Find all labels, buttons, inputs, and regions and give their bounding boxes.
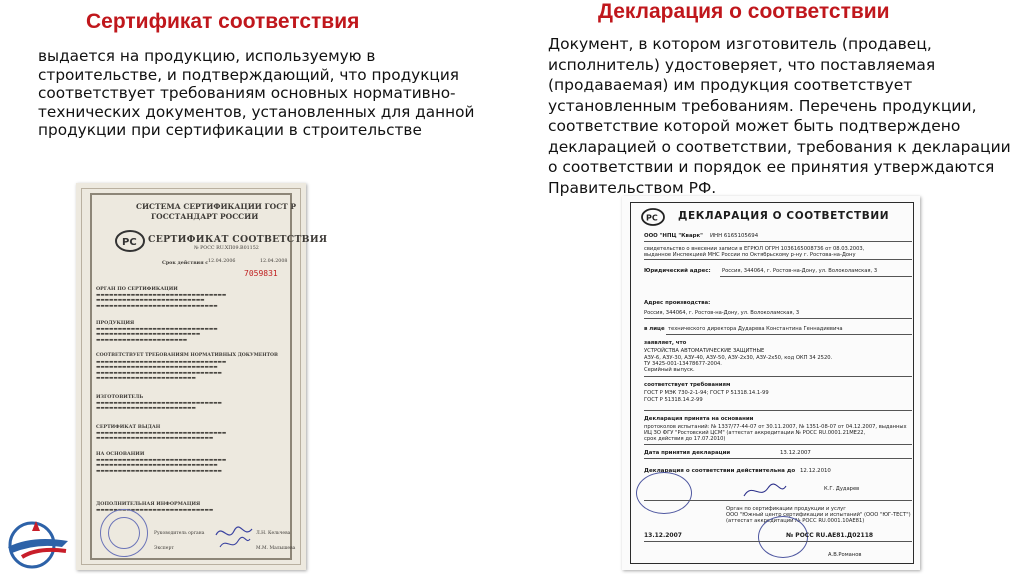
declaration-rule: [644, 410, 912, 411]
certificate-section-standards: СООТВЕТСТВУЕТ ТРЕБОВАНИЯМ НОРМАТИВНЫХ ДОКУМЕНТОВ: [96, 353, 278, 358]
declaration-filler-1: свидетельство о внесении записи в ЕГРЮЛ ОГРН 1036165008736 от 08.03.2003, выданное Инспекцией МНС России по Октябрьскому р-ну г. Ростова-на-Дону: [644, 246, 865, 258]
certificate-section-body: ОРГАН ПО СЕРТИФИКАЦИИ: [96, 286, 178, 292]
declaration-company: ООО "НПЦ "Кварк": [644, 233, 703, 239]
pct-logo-icon: [114, 229, 146, 253]
certificate-filler-5: ▬▬▬▬▬▬▬▬▬▬▬▬▬▬▬▬▬▬▬▬▬▬▬▬▬▬▬▬▬▬ ▬▬▬▬▬▬▬▬▬▬▬▬▬▬▬▬▬▬▬▬▬▬▬▬▬▬▬: [96, 431, 227, 442]
certificate-sign-label: Руководитель органа: [154, 531, 205, 536]
certificate-signer-1: Л.Н. Кельчева: [256, 531, 291, 536]
certificate-stamp-inner: [108, 517, 140, 549]
declaration-rule: [644, 241, 912, 242]
certificate-expert-label: Эксперт: [154, 546, 174, 551]
svg-text:PC: PC: [122, 237, 137, 248]
declaration-filler-3: ГОСТ Р 51318.14.2-99: [644, 397, 703, 403]
declaration-accept-date-label: Дата принятия декларации: [644, 450, 731, 456]
certificate-date-from: 12.04.2006: [208, 259, 236, 264]
certificate-number: № РОСС RU.ХП09.В01152: [194, 246, 259, 251]
declaration-signer: К.Г. Дударев: [824, 486, 860, 492]
declaration-reg-number: № РОСС RU.АЕ81.Д02118: [786, 532, 874, 539]
declaration-requirements-label: соответствует требованиям: [644, 382, 731, 388]
declaration-address-label: Адрес производства:: [644, 300, 711, 306]
declaration-rule: [720, 276, 912, 277]
declaration-valid-date: 12.12.2010: [800, 468, 831, 474]
declaration-valid-label: Декларация о соответствии действительна до: [644, 468, 796, 474]
declaration-person: технического директора Дударева Константина Геннадиевича: [668, 326, 843, 332]
declaration-rule: [644, 444, 912, 445]
certificate-signer-2: М.М. Малышева: [256, 546, 296, 551]
certificate-section-product: ПРОДУКЦИЯ: [96, 320, 135, 326]
certificate-filler-6: ▬▬▬▬▬▬▬▬▬▬▬▬▬▬▬▬▬▬▬▬▬▬▬▬▬▬▬▬▬▬ ▬▬▬▬▬▬▬▬▬▬▬▬▬▬▬▬▬▬▬▬▬▬▬▬▬▬▬▬ ▬▬▬▬▬▬▬▬▬▬▬▬▬▬▬▬▬▬▬▬▬▬▬▬▬▬▬▬▬: [96, 458, 227, 474]
declaration-rule: [644, 318, 912, 319]
certificate-title: Сертификат соответствия: [86, 10, 360, 33]
declaration-description: Документ, в котором изготовитель (продавец, исполнитель) удостоверяет, что поставляемая (продаваемая) им продукция соответствует установленным требованиям. Перечень продукции, соответствие которой может быть подтверждено декларацией о соответствии, требования к декларации о соответствии и порядок ее принятия утверждаются Правительством РФ.: [548, 35, 1011, 197]
certificate-validity-label: Срок действия с: [162, 260, 209, 266]
declaration-rule: [644, 259, 912, 260]
declaration-legal-address-label: Юридический адрес:: [644, 268, 711, 274]
declaration-title: Декларация о соответствии: [598, 0, 890, 23]
certificate-system-line1: СИСТЕМА СЕРТИФИКАЦИИ ГОСТ Р: [136, 202, 297, 211]
declaration-address: Россия, 344064, г. Ростов-на-Дону, ул. Волоколамская, 3: [644, 310, 800, 316]
declaration-heading: ДЕКЛАРАЦИЯ О СООТВЕТСТВИИ: [678, 210, 890, 222]
certificate-filler-3: ▬▬▬▬▬▬▬▬▬▬▬▬▬▬▬▬▬▬▬▬▬▬▬▬▬▬▬▬▬▬ ▬▬▬▬▬▬▬▬▬▬▬▬▬▬▬▬▬▬▬▬▬▬▬▬▬▬▬▬ ▬▬▬▬▬▬▬▬▬▬▬▬▬▬▬▬▬▬▬▬▬▬▬▬▬▬▬▬▬ ▬▬▬▬▬▬▬▬▬▬▬▬▬▬▬▬▬▬▬▬▬▬▬: [96, 360, 227, 382]
certificate-section-manufacturer: ИЗГОТОВИТЕЛЬ: [96, 394, 144, 400]
certificate-section-issued: СЕРТИФИКАТ ВЫДАН: [96, 424, 161, 430]
declaration-legal-address: Россия, 344064, г. Ростов-на-Дону, ул. Волоколамская, 3: [722, 268, 878, 274]
certificate-section-additional: ДОПОЛНИТЕЛЬНАЯ ИНФОРМАЦИЯ: [96, 501, 201, 507]
certificate-image: [76, 183, 328, 570]
certificate-filler-2: ▬▬▬▬▬▬▬▬▬▬▬▬▬▬▬▬▬▬▬▬▬▬▬▬▬▬▬▬ ▬▬▬▬▬▬▬▬▬▬▬▬▬▬▬▬▬▬▬▬▬▬▬▬ ▬▬▬▬▬▬▬▬▬▬▬▬▬▬▬▬▬▬▬▬▬: [96, 327, 218, 343]
certificate-filler-4: ▬▬▬▬▬▬▬▬▬▬▬▬▬▬▬▬▬▬▬▬▬▬▬▬▬▬▬▬▬ ▬▬▬▬▬▬▬▬▬▬▬▬▬▬▬▬▬▬▬▬▬▬▬: [96, 401, 222, 412]
declaration-reg-date: 13.12.2007: [644, 532, 682, 539]
declaration-inn: ИНН 6165105694: [710, 233, 759, 239]
declaration-rule: [644, 500, 912, 501]
certificate-serial: 7059831: [244, 269, 278, 278]
declaration-declares-label: заявляет, что: [644, 340, 687, 346]
certificate-system-line2: ГОССТАНДАРТ РОССИИ: [151, 212, 259, 221]
certificate-filler-7: ▬▬▬▬▬▬▬▬▬▬▬▬▬▬▬▬▬▬▬▬▬▬▬▬▬▬▬: [96, 508, 214, 513]
declaration-signature-icon: [742, 480, 788, 502]
certificate-date-to: 12.04.2008: [260, 259, 288, 264]
declaration-product: УСТРОЙСТВА АВТОМАТИЧЕСКИЕ ЗАЩИТНЫЕ: [644, 348, 765, 354]
declaration-accept-date: 13.12.2007: [780, 450, 811, 456]
certificate-heading: СЕРТИФИКАТ СООТВЕТСТВИЯ: [148, 234, 328, 245]
declaration-rule: [644, 458, 912, 459]
pct-logo-icon: [640, 207, 666, 227]
declaration-filler-5: Орган по сертификации продукции и услуг ООО "Южный центр сертификации и испытаний" (ООО "ЮГ-ТЕСТ") (аттестат аккредитации № РОСС RU.0001.10АЕ81): [726, 506, 911, 524]
certificate-signature-icon: [214, 521, 254, 551]
declaration-person-label: в лице: [644, 326, 665, 332]
declaration-rule: [644, 376, 912, 377]
declaration-stamp-left: [636, 472, 692, 514]
declaration-basis-label: Декларация принята на основании: [644, 416, 754, 422]
declaration-image: [622, 196, 920, 570]
declaration-filler-4: протоколов испытаний: № 1337/77-44-07 от 30.11.2007, № 1351-08-07 от 04.12.2007, выданных ИЦ ЗО ФГУ "Ростовский ЦСМ" (аттестат аккредитации № РОСС RU.0001.21МЕ22, срок действия до 17.07.2010): [644, 424, 907, 442]
certificate-description: выдается на продукцию, используемую в строительстве, и подтверждающий, что продукция соответствует требованиям основных нормативно-технических документов, установленных для данной продукции при сертификации в строительстве: [38, 47, 475, 139]
declaration-standards: ГОСТ Р МЭК 730-2-1-94; ГОСТ Р 51318.14.1-99: [644, 390, 769, 396]
certificate-filler-1: ▬▬▬▬▬▬▬▬▬▬▬▬▬▬▬▬▬▬▬▬▬▬▬▬▬▬▬▬▬▬ ▬▬▬▬▬▬▬▬▬▬▬▬▬▬▬▬▬▬▬▬▬▬▬▬▬ ▬▬▬▬▬▬▬▬▬▬▬▬▬▬▬▬▬▬▬▬▬▬▬▬▬▬▬▬: [96, 293, 227, 309]
declaration-rule: [644, 541, 912, 542]
declaration-rule: [666, 334, 912, 335]
certificate-section-basis: НА ОСНОВАНИИ: [96, 451, 145, 457]
declaration-filler-2: АЗУ-6, АЗУ-30, АЗУ-40, АЗУ-50, АЗУ-2х30, АЗУ-2х50, код ОКП 34 2520. ТУ 3425-001-13478677-2004. Серийный выпуск.: [644, 355, 833, 373]
aviation-logo-icon: [2, 517, 74, 571]
declaration-registrar: А.В.Романов: [828, 552, 862, 558]
svg-text:PC: PC: [646, 213, 658, 223]
